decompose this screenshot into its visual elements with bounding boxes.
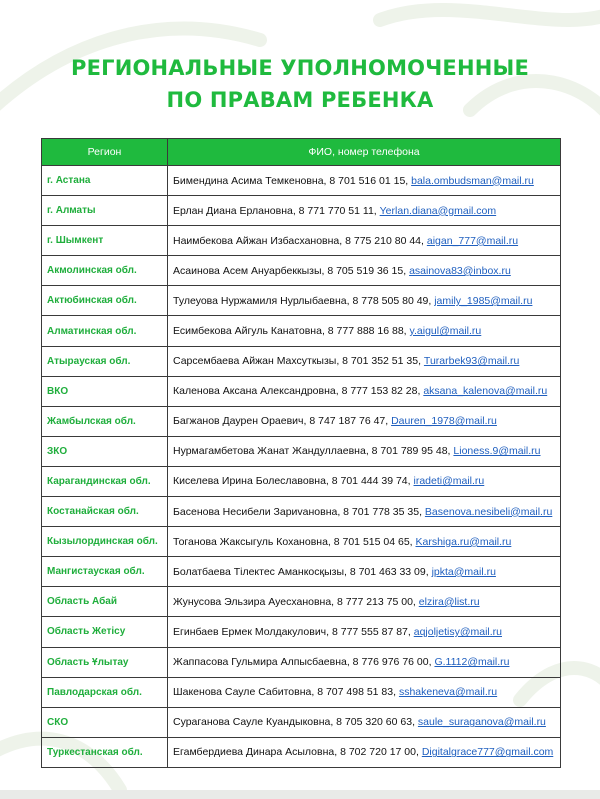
header-region: Регион <box>42 139 168 166</box>
email-link[interactable]: Lioness.9@mail.ru <box>453 445 541 458</box>
contact-name-phone: Тоганова Жаксыгуль Кохановна, 8 701 515 04 65, <box>173 535 416 548</box>
region-cell: Область Ұлытау <box>42 647 168 677</box>
table-row <box>42 166 561 196</box>
contact-name-phone: Бимендина Асима Темкеновна, 8 701 516 01 15, <box>173 174 412 187</box>
contact-cell <box>168 466 561 496</box>
email-link[interactable]: asainova83@inbox.ru <box>409 264 511 277</box>
table-row <box>42 707 561 737</box>
email-link[interactable]: Basenova.nesibeli@mail.ru <box>424 505 553 518</box>
region-cell: г. Шымкент <box>42 226 168 256</box>
table-row <box>42 196 561 226</box>
table-row <box>42 677 561 707</box>
header-name-phone: ФИО, номер телефона <box>168 139 561 166</box>
email-link[interactable]: Karshiga.ru@mail.ru <box>415 535 512 548</box>
contact-name-phone: Басенова Несибели Зариvановна, 8 701 778 35 35, <box>173 505 425 518</box>
table-row <box>42 527 561 557</box>
page-title-line-1: РЕГИОНАЛЬНЫЕ УПОЛНОМОЧЕННЫЕ <box>70 56 530 80</box>
email-link[interactable]: y.aigul@mail.ru <box>409 325 482 338</box>
contact-name-phone: Киселева Ирина Болеславовна, 8 701 444 39 74, <box>173 475 414 488</box>
table-row <box>42 376 561 406</box>
contact-name-phone: Сарсембаева Айжан Махсуткызы, 8 701 352 51 35, <box>173 355 424 368</box>
email-link[interactable]: aigan_777@mail.ru <box>426 234 519 247</box>
email-link[interactable]: iradeti@mail.ru <box>413 475 485 488</box>
contact-cell <box>168 286 561 316</box>
contact-name-phone: Жунусова Эльзира Ауесхановна, 8 777 213 75 00, <box>173 595 419 608</box>
table-row <box>42 647 561 677</box>
region-cell: ВКО <box>42 376 168 406</box>
table-row <box>42 346 561 376</box>
region-cell: ЗКО <box>42 436 168 466</box>
contact-cell <box>168 737 561 767</box>
contact-cell <box>168 256 561 286</box>
region-cell: Акмолинская обл. <box>42 256 168 286</box>
region-cell: Область Абай <box>42 587 168 617</box>
contact-name-phone: Нурмагамбетова Жанат Жандуллаевна, 8 701 789 95 48, <box>173 445 454 458</box>
contact-cell <box>168 436 561 466</box>
table-row <box>42 737 561 767</box>
page-title <box>0 52 600 116</box>
contact-name-phone: Есимбекова Айгуль Канатовна, 8 777 888 16 88, <box>173 325 410 338</box>
contact-cell <box>168 406 561 436</box>
region-cell: г. Алматы <box>42 196 168 226</box>
table-row <box>42 497 561 527</box>
email-link[interactable]: Yerlan.diana@gmail.com <box>379 204 497 217</box>
region-cell: Актюбинская обл. <box>42 286 168 316</box>
email-link[interactable]: saule_suraganova@mail.ru <box>417 716 546 729</box>
region-cell: Атырауская обл. <box>42 346 168 376</box>
contact-name-phone: Наимбекова Айжан Избасхановна, 8 775 210 80 44, <box>173 234 427 247</box>
contact-cell <box>168 527 561 557</box>
email-link[interactable]: aksana_kalenova@mail.ru <box>423 385 548 398</box>
contact-cell <box>168 617 561 647</box>
table-row <box>42 316 561 346</box>
region-cell: СКО <box>42 707 168 737</box>
contact-name-phone: Каленова Аксана Александровна, 8 777 153 82 28, <box>173 385 424 398</box>
email-link[interactable]: jpkta@mail.ru <box>431 565 496 578</box>
region-cell: Мангистауская обл. <box>42 557 168 587</box>
email-link[interactable]: bala.ombudsman@mail.ru <box>411 174 534 187</box>
email-link[interactable]: aqjoljetisy@mail.ru <box>413 625 503 638</box>
region-cell: Алматинская обл. <box>42 316 168 346</box>
contact-cell <box>168 677 561 707</box>
contact-name-phone: Жаппасова Гульмира Алпысбаевна, 8 776 976 76 00, <box>173 656 435 669</box>
region-cell: Павлодарская обл. <box>42 677 168 707</box>
contact-name-phone: Болатбаева Тілектес Аманкосқызы, 8 701 463 33 09, <box>173 565 432 578</box>
contact-cell <box>168 587 561 617</box>
region-cell: Жамбылская обл. <box>42 406 168 436</box>
contact-cell <box>168 707 561 737</box>
page-title-line-2: ПО ПРАВАМ РЕБЕНКА <box>166 88 434 112</box>
contact-name-phone: Егамбердиева Динара Асыловна, 8 702 720 17 00, <box>173 746 422 759</box>
table-row <box>42 286 561 316</box>
email-link[interactable]: Turarbek93@mail.ru <box>423 355 520 368</box>
contact-name-phone: Асаинова Асем Ануарбеккызы, 8 705 519 36 15, <box>173 264 410 277</box>
region-cell: Туркестанская обл. <box>42 737 168 767</box>
page-bottom-band <box>0 790 600 799</box>
contact-cell <box>168 166 561 196</box>
table-row <box>42 466 561 496</box>
email-link[interactable]: Digitalgrace777@gmail.com <box>421 746 554 759</box>
region-cell: Карагандинская обл. <box>42 466 168 496</box>
ombudsman-table <box>41 138 561 768</box>
contact-name-phone: Сураганова Сауле Куандыковна, 8 705 320 60 63, <box>173 716 418 729</box>
contact-name-phone: Багжанов Даурен Ораевич, 8 747 187 76 47, <box>173 415 392 428</box>
contact-cell <box>168 316 561 346</box>
email-link[interactable]: Dauren_1978@mail.ru <box>391 415 497 428</box>
contact-name-phone: Тулеуова Нуржамиля Нурлыбаевна, 8 778 505 80 49, <box>173 294 435 307</box>
table-row <box>42 226 561 256</box>
email-link[interactable]: jamily_1985@mail.ru <box>434 294 533 307</box>
contact-cell <box>168 196 561 226</box>
email-link[interactable]: G.1112@mail.ru <box>434 656 510 669</box>
contact-cell <box>168 497 561 527</box>
region-cell: Кызылординская обл. <box>42 527 168 557</box>
table-header-row <box>42 139 561 166</box>
table-row <box>42 617 561 647</box>
contact-cell <box>168 226 561 256</box>
contact-name-phone: Егинбаев Ермек Молдакулович, 8 777 555 87 87, <box>173 625 414 638</box>
table-row <box>42 557 561 587</box>
contact-name-phone: Шакенова Сауле Сабитовна, 8 707 498 51 83, <box>173 686 399 699</box>
table-row <box>42 406 561 436</box>
contact-cell <box>168 346 561 376</box>
region-cell: Костанайская обл. <box>42 497 168 527</box>
table-row <box>42 256 561 286</box>
region-cell: г. Астана <box>42 166 168 196</box>
table-row <box>42 587 561 617</box>
email-link[interactable]: sshakeneva@mail.ru <box>398 686 498 699</box>
contact-cell <box>168 557 561 587</box>
contact-cell <box>168 376 561 406</box>
region-cell: Область Жетісу <box>42 617 168 647</box>
contact-cell <box>168 647 561 677</box>
contact-name-phone: Ерлан Диана Ерлановна, 8 771 770 51 11, <box>173 204 380 217</box>
email-link[interactable]: elzira@list.ru <box>418 595 480 608</box>
table-row <box>42 436 561 466</box>
